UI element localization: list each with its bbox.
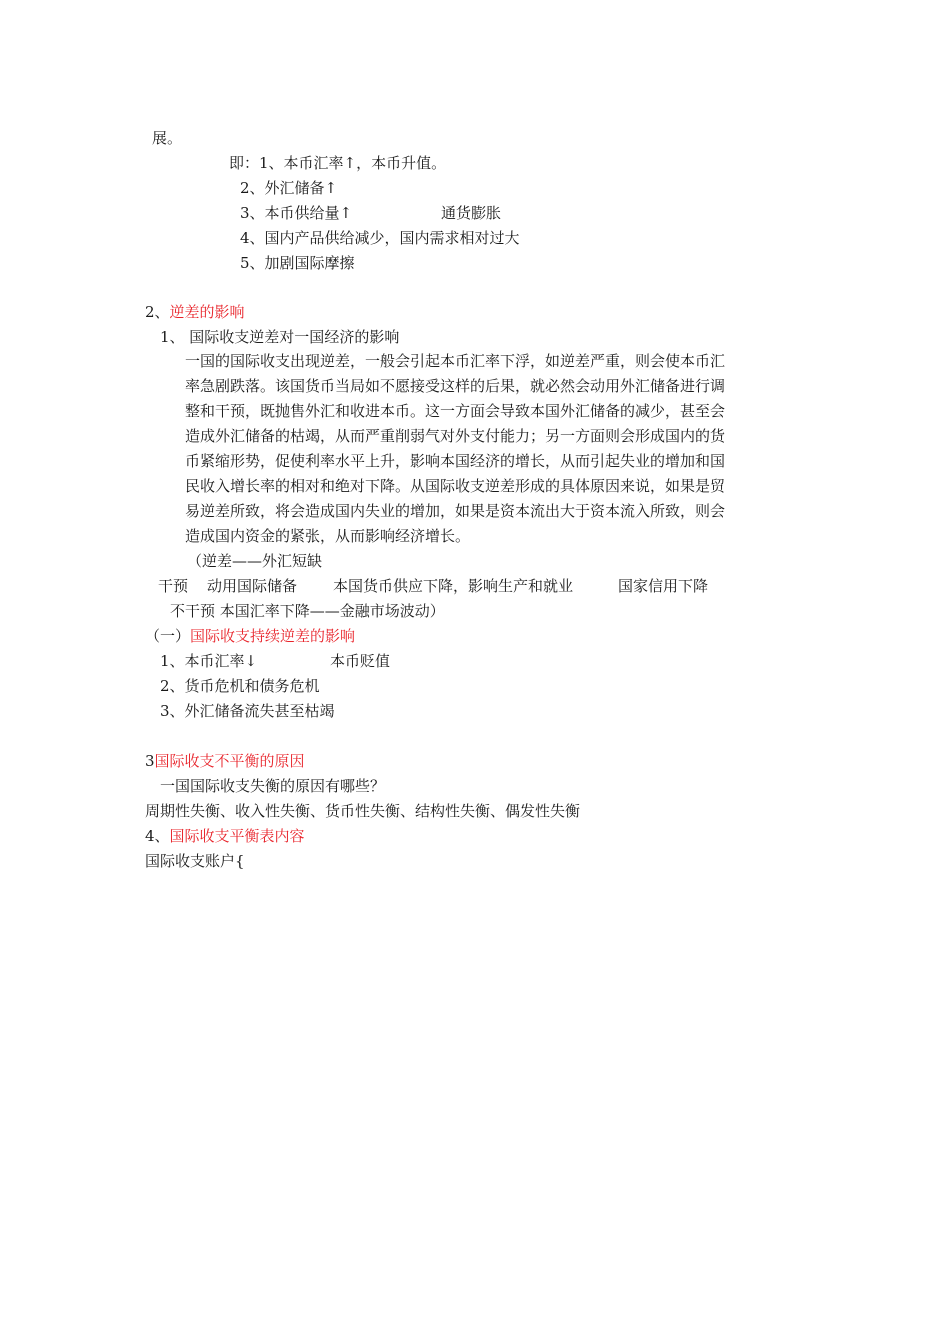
paragraph-line: 易逆差所致，将会造成国内失业的增加，如果是资本流出大于资本流入所致，则会 — [185, 502, 726, 520]
text-line: 一国国际收支失衡的原因有哪些？ — [160, 777, 386, 795]
text-line: 不干预 本国汇率下降——金融市场波动） — [170, 602, 445, 620]
text-line: （逆差——外汇短缺 — [187, 552, 323, 570]
text-line: 干预 — [158, 577, 189, 595]
text-line: 本国货币供应下降，影响生产和就业 — [333, 577, 574, 595]
paragraph-line: 民收入增长率的相对和绝对下降。从国际收支逆差形成的具体原因来说，如果是贸 — [185, 477, 726, 495]
paragraph-line: 造成外汇储备的枯竭，从而严重削弱气对外支付能力；另一方面则会形成国内的货 — [185, 427, 726, 445]
text-line: 5、加剧国际摩擦 — [240, 254, 355, 272]
text-line: 展。 — [152, 129, 183, 147]
paragraph-line: 一国的国际收支出现逆差，一般会引起本币汇率下浮，如逆差严重，则会使本币汇 — [185, 352, 726, 370]
text-line: 国际收支账户{ — [145, 852, 245, 870]
section-heading — [145, 826, 305, 846]
text-line: 动用国际储备 — [207, 577, 298, 595]
section-title: 逆差的影响 — [169, 303, 245, 321]
list-item: 3、外汇储备流失甚至枯竭 — [160, 702, 335, 720]
paragraph-line: 造成国内资金的紧张，从而影响经济增长。 — [185, 527, 471, 545]
body-paragraph — [185, 349, 805, 549]
list-item: 2、货币危机和债务危机 — [160, 677, 320, 695]
section-heading — [145, 626, 355, 646]
section-number: 3 — [145, 752, 155, 770]
subsection-heading: 1、 国际收支逆差对一国经济的影响 — [160, 328, 400, 346]
text-line: 4、国内产品供给减少，国内需求相对过大 — [240, 229, 520, 247]
section-title: 国际收支持续逆差的影响 — [190, 627, 356, 645]
text-line: 通货膨胀 — [441, 204, 502, 222]
section-prefix: （一） — [145, 627, 191, 645]
text-line: 3、本币供给量↑ — [240, 204, 353, 222]
section-title: 国际收支平衡表内容 — [169, 827, 305, 845]
paragraph-line: 整和干预，既抛售外汇和收进本币。这一方面会导致本国外汇储备的减少，甚至会 — [185, 402, 726, 420]
paragraph-line: 币紧缩形势，促使利率水平上升，影响本国经济的增长，从而引起失业的增加和国 — [185, 452, 726, 470]
section-heading — [145, 302, 245, 322]
list-item: 1、本币汇率↓ — [160, 652, 258, 670]
text-line: 国家信用下降 — [618, 577, 709, 595]
section-title: 国际收支不平衡的原因 — [154, 752, 305, 770]
section-number: 4、 — [145, 827, 170, 845]
text-line: 2、外汇储备↑ — [240, 179, 338, 197]
paragraph-line: 率急剧跌落。该国货币当局如不愿接受这样的后果，就必然会动用外汇储备进行调 — [185, 377, 726, 395]
list-item: 本币贬值 — [330, 652, 391, 670]
text-line: 周期性失衡、收入性失衡、货币性失衡、结构性失衡、偶发性失衡 — [145, 802, 581, 820]
section-heading — [145, 751, 305, 771]
text-line: 即：1、本币汇率↑，本币升值。 — [229, 154, 447, 172]
section-number: 2、 — [145, 303, 170, 321]
